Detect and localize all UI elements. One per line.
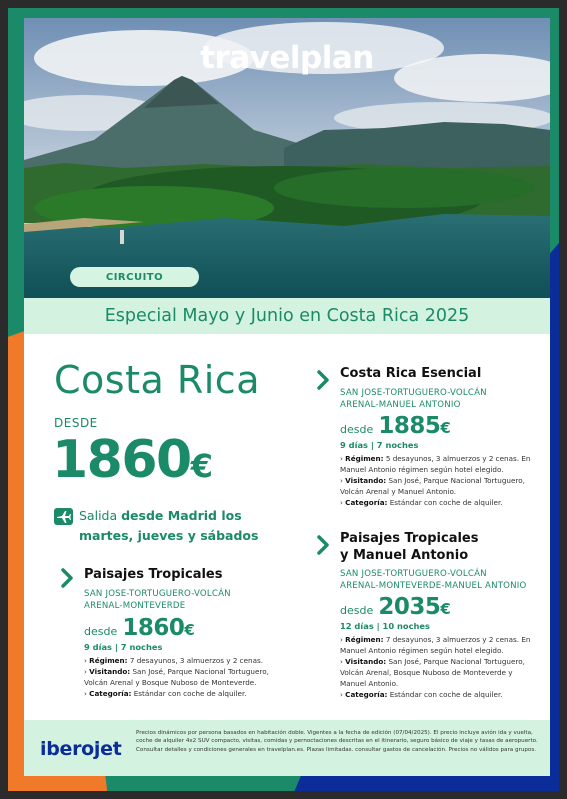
package-price-value: 1860 — [122, 615, 185, 641]
chevron-right-icon — [316, 534, 330, 560]
package-duration: 9 días | 7 noches — [340, 440, 419, 450]
desde-label: DESDE — [54, 416, 98, 430]
package-price-value: 2035 — [378, 594, 441, 620]
visitando-text: San José, Parque Nacional Tortuguero, Volcán Arenal y Bosque Nuboso de Monteverde. — [84, 667, 269, 687]
regimen-text: 7 desayunos, 3 almuerzos y 2 cenas. En Manuel Antonio régimen según hotel elegido. — [340, 635, 531, 655]
package-visitando: › Visitando: San José, Parque Nacional Tortuguero, Volcán Arenal y Manuel Antonio. — [340, 476, 525, 496]
chevron-right-icon — [60, 567, 74, 593]
package-duration: 9 días | 7 noches — [84, 642, 163, 652]
package-price-value: 1885 — [378, 413, 441, 439]
categoria-label: Categoría: — [345, 690, 388, 699]
package-categoria: › Categoría: Estándar con coche de alquiler. — [84, 689, 247, 698]
circuito-badge: CIRCUITO — [70, 267, 199, 287]
categoria-label: Categoría: — [345, 498, 388, 507]
categoria-text: Estándar con coche de alquiler. — [131, 689, 247, 698]
package-route-line1: SAN JOSE-TORTUGUERO-VOLCÁN — [84, 589, 231, 599]
regimen-text: 5 desayunos, 3 almuerzos y 2 cenas. En Manuel Antonio régimen según hotel elegido. — [340, 454, 531, 474]
salida-days-line1: desde Madrid los — [121, 508, 242, 523]
categoria-label: Categoría: — [89, 689, 132, 698]
iberojet-logo: iberojet — [40, 738, 122, 760]
visitando-label: Visitando: — [89, 667, 131, 676]
desde-small: desde — [84, 625, 118, 638]
package-price-currency: € — [184, 621, 195, 639]
main-price-value: 1860 — [52, 430, 191, 490]
legal-text: Precios dinámicos por persona basados en habitación doble. Vigentes a la fecha de edición (07/04/2025). El precio incluye avión ida y vuelta, coche de alquiler 4x2 SUV compacto, visitas, comidas y pernoctaciones descritas en el itinerario, seguro básico de viaje y tasas de aeropuerto. Consultar detalles y condiciones generales en travelplan.es. Plazas limitadas. consultar gastos de cancelación. Precios no válidos para grupos. — [136, 730, 538, 753]
content-panel — [24, 334, 550, 720]
salida-prefix: Salida — [79, 508, 122, 523]
package-route-line1: SAN JOSE-TORTUGUERO-VOLCÁN — [340, 569, 487, 579]
categoria-text: Estándar con coche de alquiler. — [387, 498, 503, 507]
desde-small: desde — [340, 604, 374, 617]
footer — [24, 720, 550, 776]
chevron-right-icon — [316, 369, 330, 395]
package-price — [84, 615, 289, 641]
package-costa-rica-esencial — [340, 365, 536, 508]
regimen-text: 7 desayunos, 3 almuerzos y 2 cenas. — [127, 656, 264, 665]
package-title: Paisajes Tropicales — [84, 567, 223, 582]
salida-days-line2: martes, jueves y sábados — [79, 528, 259, 543]
plane-icon — [54, 508, 73, 525]
package-route-line2: ARENAL-MANUEL ANTONIO — [340, 400, 461, 410]
visitando-text: San José, Parque Nacional Tortuguero, Volcán Arenal, Bosque Nuboso de Monteverde y Manuel Antonio. — [340, 657, 525, 688]
categoria-text: Estándar con coche de alquiler. — [387, 690, 503, 699]
package-price — [340, 594, 536, 620]
desde-small: desde — [340, 423, 374, 436]
package-duration: 12 días | 10 noches — [340, 621, 430, 631]
package-route-line2: ARENAL-MONTEVERDE — [84, 601, 186, 611]
package-price-currency: € — [440, 600, 451, 618]
travelplan-logo: travelplan — [200, 40, 374, 76]
regimen-label: Régimen: — [345, 635, 384, 644]
departure-info — [54, 506, 269, 546]
visitando-label: Visitando: — [345, 657, 387, 666]
regimen-label: Régimen: — [89, 656, 128, 665]
package-title-line1: Paisajes Tropicales — [340, 531, 479, 546]
main-price-currency: € — [190, 447, 212, 485]
package-price-currency: € — [440, 419, 451, 437]
package-title-line2: y Manuel Antonio — [340, 548, 469, 563]
package-route-line2: ARENAL-MONTEVERDE-MANUEL ANTONIO — [340, 581, 527, 591]
visitando-text: San José, Parque Nacional Tortuguero, Volcán Arenal y Manuel Antonio. — [340, 476, 525, 496]
package-paisajes-manuel-antonio — [340, 530, 536, 700]
package-regimen: › Régimen: 5 desayunos, 3 almuerzos y 2 cenas. En Manuel Antonio régimen según hotel elegido. — [340, 454, 531, 474]
destination-title: Costa Rica — [54, 358, 260, 402]
package-visitando: › Visitando: San José, Parque Nacional Tortuguero, Volcán Arenal y Bosque Nuboso de Monteverde. — [84, 667, 269, 687]
package-categoria: › Categoría: Estándar con coche de alquiler. — [340, 690, 503, 699]
regimen-label: Régimen: — [345, 454, 384, 463]
package-regimen: › Régimen: 7 desayunos, 3 almuerzos y 2 cenas. En Manuel Antonio régimen según hotel elegido. — [340, 635, 531, 655]
package-price — [340, 413, 536, 439]
hero-photo — [24, 18, 550, 298]
visitando-label: Visitando: — [345, 476, 387, 485]
package-regimen: › Régimen: 7 desayunos, 3 almuerzos y 2 cenas. — [84, 656, 264, 665]
main-price — [52, 430, 212, 490]
promo-banner: Especial Mayo y Junio en Costa Rica 2025 — [24, 298, 550, 334]
package-route-line1: SAN JOSE-TORTUGUERO-VOLCÁN — [340, 388, 487, 398]
package-paisajes-tropicales — [84, 566, 289, 699]
package-categoria: › Categoría: Estándar con coche de alquiler. — [340, 498, 503, 507]
package-visitando: › Visitando: San José, Parque Nacional Tortuguero, Volcán Arenal, Bosque Nuboso de Monteverde y Manuel Antonio. — [340, 657, 525, 688]
package-title: Costa Rica Esencial — [340, 366, 482, 381]
poster — [8, 8, 559, 791]
